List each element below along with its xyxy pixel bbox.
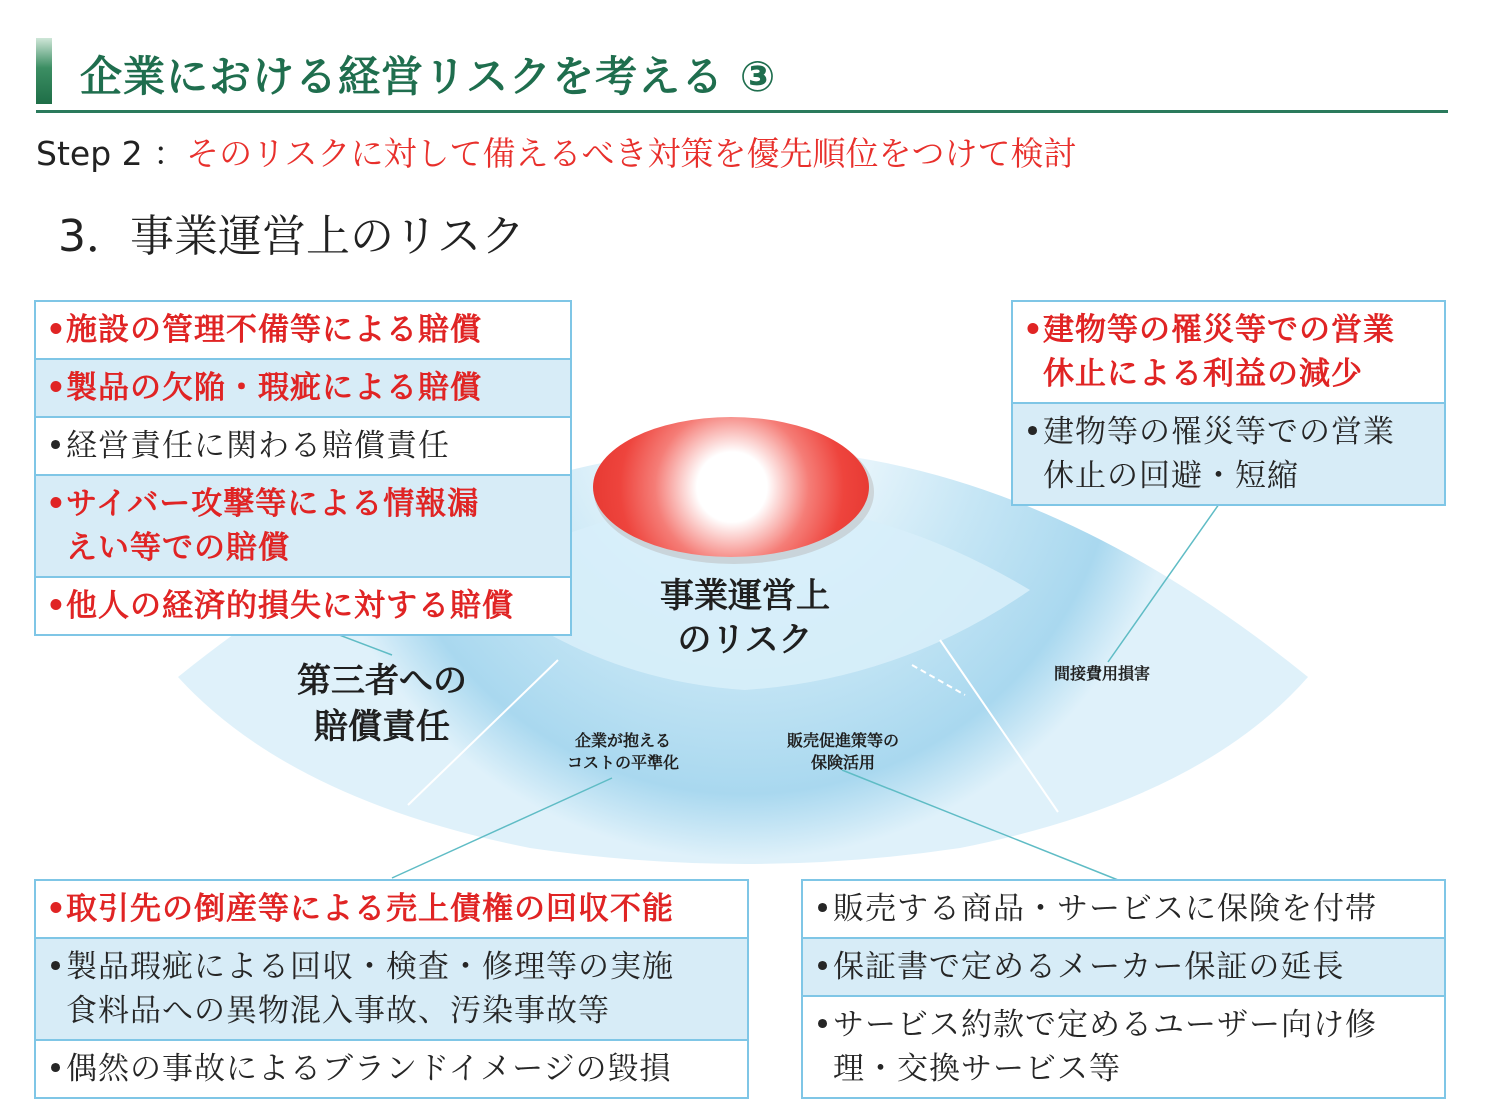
risk-item-text: [833, 945, 1436, 989]
step-label: Step 2 ：: [36, 134, 187, 173]
segment-promo-line2: 保険活用: [810, 753, 875, 772]
risk-item-text: [1043, 410, 1436, 498]
risk-item-text: [66, 1047, 739, 1091]
risk-item-line: 食料品への異物混入事故、汚染事故等: [66, 993, 610, 1029]
risk-item-line: 製品の欠陥・瑕疵による賠償: [66, 370, 482, 406]
risk-item: [1013, 302, 1444, 404]
risk-item: [36, 476, 570, 578]
segment-liability-label: [270, 658, 494, 750]
bullet-icon: •: [46, 486, 67, 522]
risk-item-text: [66, 887, 739, 931]
risk-item-line: 休止の回避・短縮: [1043, 458, 1299, 494]
risk-item-text: [66, 308, 562, 352]
segment-cost-line1: 企業が抱える: [574, 731, 671, 750]
risk-item-line: 施設の管理不備等による賠償: [66, 312, 482, 348]
risk-item-line: 建物等の罹災等での営業: [1043, 312, 1395, 348]
risk-item-line: サービス約款で定めるユーザー向け修: [833, 1007, 1377, 1043]
segment-promo-line1: 販売促進策等の: [786, 731, 899, 750]
risk-item-line: 製品瑕疵による回収・検査・修理等の実施: [66, 949, 674, 985]
risk-item-text: [1043, 308, 1436, 396]
center-label: [640, 574, 850, 662]
bullet-icon: •: [813, 1007, 833, 1043]
bullet-icon: •: [813, 891, 833, 927]
risk-item-text: [66, 945, 739, 1033]
bullet-icon: •: [46, 1051, 66, 1087]
bullet-icon: •: [1023, 414, 1043, 450]
risk-item-text: [66, 366, 562, 410]
risk-item: [36, 578, 570, 634]
bullet-icon: •: [46, 588, 67, 624]
risk-item: [803, 939, 1444, 997]
bullet-icon: •: [46, 428, 66, 464]
segment-cost-label: [540, 730, 706, 774]
risk-item: [803, 881, 1444, 939]
risk-item-text: [66, 482, 562, 570]
risk-item: [36, 302, 570, 360]
risk-item-line: えい等での賠償: [66, 530, 290, 566]
bullet-icon: •: [46, 370, 67, 406]
risk-item-line: 販売する商品・サービスに保険を付帯: [833, 891, 1377, 927]
bullet-icon: •: [813, 949, 833, 985]
risk-item: [36, 1041, 747, 1097]
sales-promotion-box: [801, 879, 1446, 1099]
risk-item-line: 偶然の事故によるブランドイメージの毀損: [66, 1051, 672, 1087]
risk-item: [36, 939, 747, 1041]
core-disc: [593, 417, 869, 557]
risk-item-text: [833, 1003, 1436, 1091]
risk-item-text: [833, 887, 1436, 931]
bullet-icon: •: [46, 891, 67, 927]
indirect-loss-box: [1011, 300, 1446, 506]
segment-indirect-line1: 間接費用損害: [1053, 664, 1150, 683]
segment-promo-label: [760, 730, 926, 774]
bullet-icon: •: [46, 312, 67, 348]
risk-item-text: [66, 424, 562, 468]
risk-item: [803, 997, 1444, 1097]
segment-liability-line1: 第三者への: [297, 661, 467, 701]
cost-smoothing-box: [34, 879, 749, 1099]
risk-item-line: 経営責任に関わる賠償責任: [66, 428, 450, 464]
center-label-line2: のリスク: [677, 620, 813, 660]
segment-indirect-label: [1030, 663, 1174, 685]
risk-item-text: [66, 584, 562, 628]
risk-item: [36, 418, 570, 476]
segment-liability-line2: 賠償責任: [314, 707, 450, 747]
section-heading: 3．事業運営上のリスク: [58, 211, 526, 262]
risk-item: [36, 881, 747, 939]
risk-item-line: サイバー攻撃等による情報漏: [66, 486, 480, 522]
risk-item-line: 建物等の罹災等での営業: [1043, 414, 1395, 450]
risk-item-line: 理・交換サービス等: [833, 1051, 1121, 1087]
center-label-line1: 事業運営上: [660, 576, 830, 616]
risk-item: [1013, 404, 1444, 504]
risk-item-line: 他人の経済的損失に対する賠償: [66, 588, 514, 624]
bullet-icon: •: [46, 949, 66, 985]
risk-item-line: 取引先の倒産等による売上債権の回収不能: [66, 891, 674, 927]
risk-item-line: 保証書で定めるメーカー保証の延長: [833, 949, 1345, 985]
page-title: 企業における経営リスクを考える ③: [80, 52, 777, 101]
risk-item-line: 休止による利益の減少: [1043, 356, 1363, 392]
liability-risk-box: [34, 300, 572, 636]
step-text: そのリスクに対して備えるべき対策を優先順位をつけて検討: [186, 134, 1077, 173]
risk-item: [36, 360, 570, 418]
bullet-icon: •: [1023, 312, 1044, 348]
segment-cost-line2: コストの平準化: [566, 753, 679, 772]
